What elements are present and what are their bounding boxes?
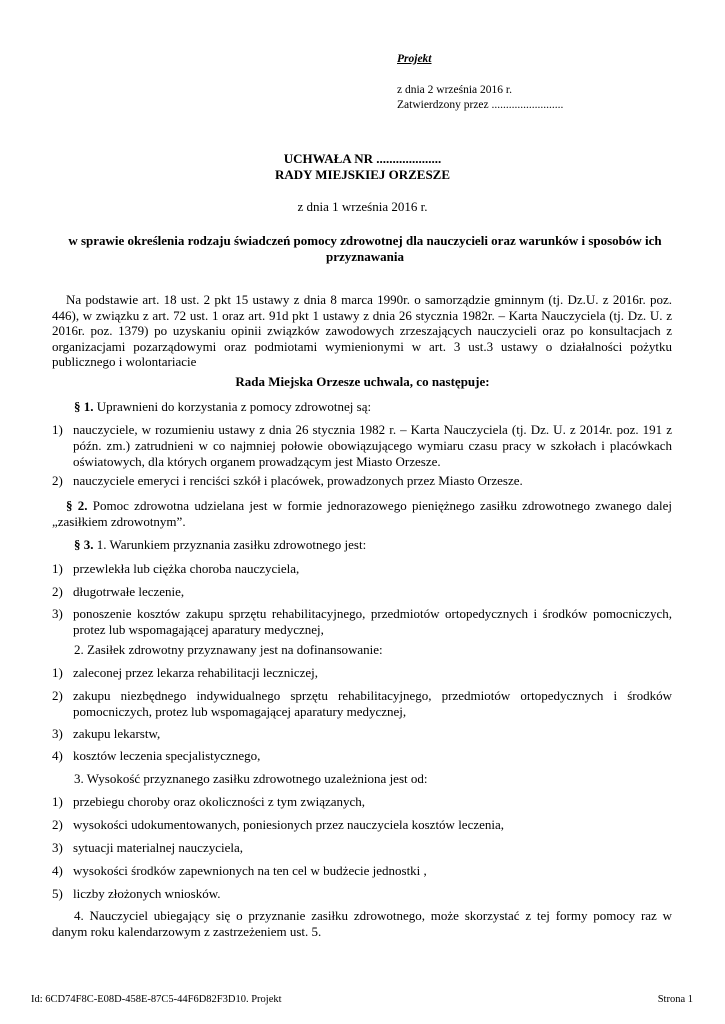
section-3 (74, 537, 674, 553)
page-number: Strona 1 (657, 994, 693, 1005)
list-item (52, 665, 672, 681)
list-item (52, 840, 672, 856)
section-mark: § 1. (74, 399, 94, 414)
document-id: Id: 6CD74F8C-E08D-458E-87C5-44F6D82F3D10. Projekt (31, 994, 282, 1005)
item-text: kosztów leczenia specjalistycznego, (73, 748, 261, 763)
list-item (52, 726, 672, 742)
item-number: 3) (52, 606, 63, 621)
item-text: nauczyciele, w rozumieniu ustawy z dnia 26 stycznia 1982 r. – Karta Nauczyciela (tj. Dz. U. z 2014r. poz. 191 z późn. zm.) zatrudnieni w co najmniej połowie obowiązującego wymiaru czasu pracy w szkołach i placówkach oświatowych, dla których organem prowadzącym jest Miasto Orzesze. (73, 422, 672, 469)
paragraph-4: 4. Nauczyciel ubiegający się o przyznanie zasiłku zdrowotnego, może skorzystać z tej formy pomocy raz w danym roku kalendarzowym z zastrzeżeniem ust. 5. (52, 908, 672, 939)
item-number: 2) (52, 817, 63, 832)
list-item (52, 606, 672, 638)
item-text: ponoszenie kosztów zakupu sprzętu rehabilitacyjnego, przedmiotów ortopedycznych i środków pomocniczych, protez lub wspomagającej aparatury medycznej, (73, 606, 672, 637)
header-approved: Zatwierdzony przez ......................... (397, 99, 564, 111)
item-text: wysokości środków zapewnionych na ten cel w budżecie jednostki , (73, 863, 427, 878)
item-text: wysokości udokumentowanych, poniesionych przez nauczyciela kosztów leczenia, (73, 817, 505, 832)
list-item (52, 561, 672, 577)
preamble: Na podstawie art. 18 ust. 2 pkt 15 ustawy z dnia 8 marca 1990r. o samorządzie gminnym (tj. Dz.U. z 2016r. poz. 446), w związku z art. 72 ust. 1 oraz art. 91d pkt 1 ustawy z dnia 26 stycznia 1982r. – Karta Nauczyciela (tj. Dz. U. z 2016r. poz. 1379) po uzyskaniu opinii związków zawodowych zrzeszających nauczycieli oraz po konsultacjach z organizacjami pozarządowymi oraz podmiotami wymienionymi w art. 3 ust.3 ustawy o działalności pożytku publicznego i wolontariacie (52, 292, 672, 369)
item-text: sytuacji materialnej nauczyciela, (73, 840, 243, 855)
council-name: RADY MIEJSKIEJ ORZESZE (274, 167, 451, 182)
item-text: przewlekła lub ciężka choroba nauczyciela, (73, 561, 300, 576)
item-number: 3) (52, 840, 63, 855)
list-item (52, 794, 672, 810)
resolution-subject: w sprawie określenia rodzaju świadczeń pomocy zdrowotnej dla nauczycieli oraz warunków i sposobów ich przyznawania (68, 233, 662, 264)
list-item (52, 688, 672, 720)
list-item (52, 886, 672, 902)
paragraph-3: 3. Wysokość przyznanego zasiłku zdrowotnego uzależniona jest od: (74, 771, 428, 786)
section-text: Uprawnieni do korzystania z pomocy zdrowotnej są: (93, 399, 372, 414)
item-text: zakupu lekarstw, (73, 726, 161, 741)
resolution-date: z dnia 1 września 2016 r. (297, 199, 428, 214)
item-number: 1) (52, 561, 63, 576)
resolution-number: UCHWAŁA NR .................... (283, 151, 442, 166)
section-text: 1. Warunkiem przyznania zasiłku zdrowotnego jest: (93, 537, 367, 552)
item-text: zaleconej przez lekarza rehabilitacji leczniczej, (73, 665, 319, 680)
item-number: 4) (52, 863, 63, 878)
item-number: 5) (52, 886, 63, 901)
list-item (52, 748, 672, 764)
section-1 (74, 399, 674, 415)
resolves-heading: Rada Miejska Orzesze uchwala, co następuje: (235, 374, 490, 389)
item-text: nauczyciele emeryci i renciści szkół i placówek, prowadzonych przez Miasto Orzesze. (73, 473, 523, 488)
list-item (52, 863, 672, 879)
section-mark: § 3. (74, 537, 94, 552)
header-block (397, 52, 563, 113)
list-item (52, 817, 672, 833)
section-2 (52, 498, 672, 530)
item-text: długotrwałe leczenie, (73, 584, 185, 599)
item-number: 2) (52, 584, 63, 599)
section-mark: § 2. (66, 498, 88, 513)
item-number: 2) (52, 688, 63, 703)
item-number: 1) (52, 794, 63, 809)
item-number: 1) (52, 422, 63, 437)
list-item (52, 422, 672, 470)
item-text: przebiegu choroby oraz okoliczności z tym związanych, (73, 794, 366, 809)
section-text: Pomoc zdrowotna udzielana jest w formie jednorazowego pieniężnego zasiłku zdrowotnego zwanego dalej „zasiłkiem zdrowotnym”. (52, 498, 673, 529)
list-item (52, 584, 672, 600)
item-number: 3) (52, 726, 63, 741)
item-number: 1) (52, 665, 63, 680)
item-text: zakupu niezbędnego indywidualnego sprzętu rehabilitacyjnego, przedmiotów ortopedycznych i środków pomocniczych, protez lub wspomagającej aparatury medycznej, (73, 688, 672, 719)
header-date: z dnia 2 września 2016 r. (397, 84, 512, 96)
item-number: 4) (52, 748, 63, 763)
item-text: liczby złożonych wniosków. (73, 886, 221, 901)
item-number: 2) (52, 473, 63, 488)
project-label: Projekt (397, 53, 432, 65)
paragraph-2: 2. Zasiłek zdrowotny przyznawany jest na dofinansowanie: (74, 642, 383, 657)
list-item (52, 473, 672, 489)
